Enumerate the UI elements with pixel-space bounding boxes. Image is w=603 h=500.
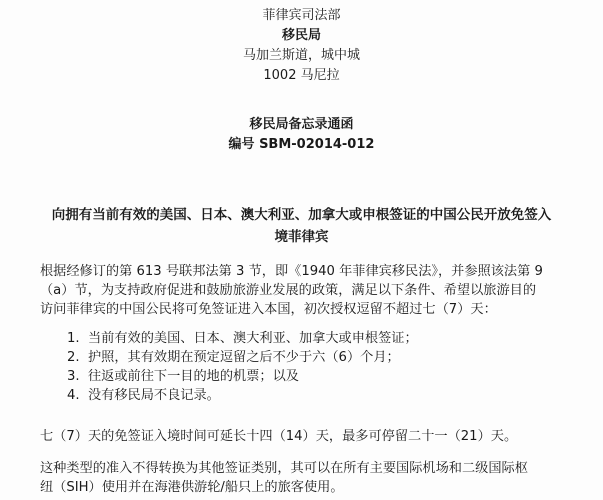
paragraph-legal-basis — [40, 262, 585, 319]
list-item — [67, 367, 567, 386]
address-line-1: 马加兰斯道，城中城 — [242, 48, 360, 63]
subject-line-1: 向拥有当前有效的美国、日本、澳大利亚、加拿大或申根签证的中国公民开放免签入 — [51, 207, 552, 223]
list-item — [67, 386, 567, 405]
paragraph-line: （a）节，为支持政府促进和鼓励旅游业发展的政策，满足以下条件、希望以旅游目的 — [40, 283, 537, 298]
conditions-list — [67, 329, 567, 405]
paragraph-admission-type — [40, 459, 585, 497]
list-item — [67, 329, 567, 348]
list-item-text: 护照，其有效期在预定逗留之后不少于六（6）个月； — [88, 350, 400, 365]
address-line-2: 1002 马尼拉 — [263, 68, 340, 83]
memo-heading — [0, 115, 603, 155]
list-item-number: 3. — [67, 369, 80, 384]
paragraph-line: 根据经修订的第 613 号联邦法第 3 节，即《1940 年菲律宾移民法》，并参照该法第 9 — [40, 264, 543, 279]
memo-number: 编号 SBM-02014-012 — [228, 137, 375, 152]
subject-line-2: 境菲律宾 — [274, 229, 329, 245]
list-item-text: 没有移民局不良记录。 — [88, 388, 220, 403]
list-item-text: 当前有效的美国、日本、澳大利亚、加拿大或申根签证； — [88, 331, 418, 346]
list-item-number: 2. — [67, 350, 80, 365]
subject-heading — [20, 204, 583, 248]
list-item-text: 往返或前往下一目的地的机票；以及 — [88, 369, 299, 384]
list-item — [67, 348, 567, 367]
bureau-name: 移民局 — [281, 28, 321, 43]
list-item-number: 4. — [67, 388, 80, 403]
memo-title: 移民局备忘录通函 — [249, 117, 354, 132]
paragraph-line: 这种类型的准入不得转换为其他签证类别，其可以在所有主要国际机场和二级国际枢 — [40, 461, 528, 476]
paragraph-line: 纽（SIH）使用并在海港供游轮/船只上的旅客使用。 — [40, 480, 344, 495]
department-name: 菲律宾司法部 — [262, 8, 341, 23]
letterhead — [0, 6, 603, 86]
list-item-number: 1. — [67, 331, 80, 346]
paragraph-extension: 七（7）天的免签证入境时间可延长十四（14）天，最多可停留二十一（21）天。 — [40, 429, 518, 444]
paragraph-line: 访问菲律宾的中国公民将可免签证进入本国，初次授权逗留不超过七（7）天： — [40, 302, 497, 317]
